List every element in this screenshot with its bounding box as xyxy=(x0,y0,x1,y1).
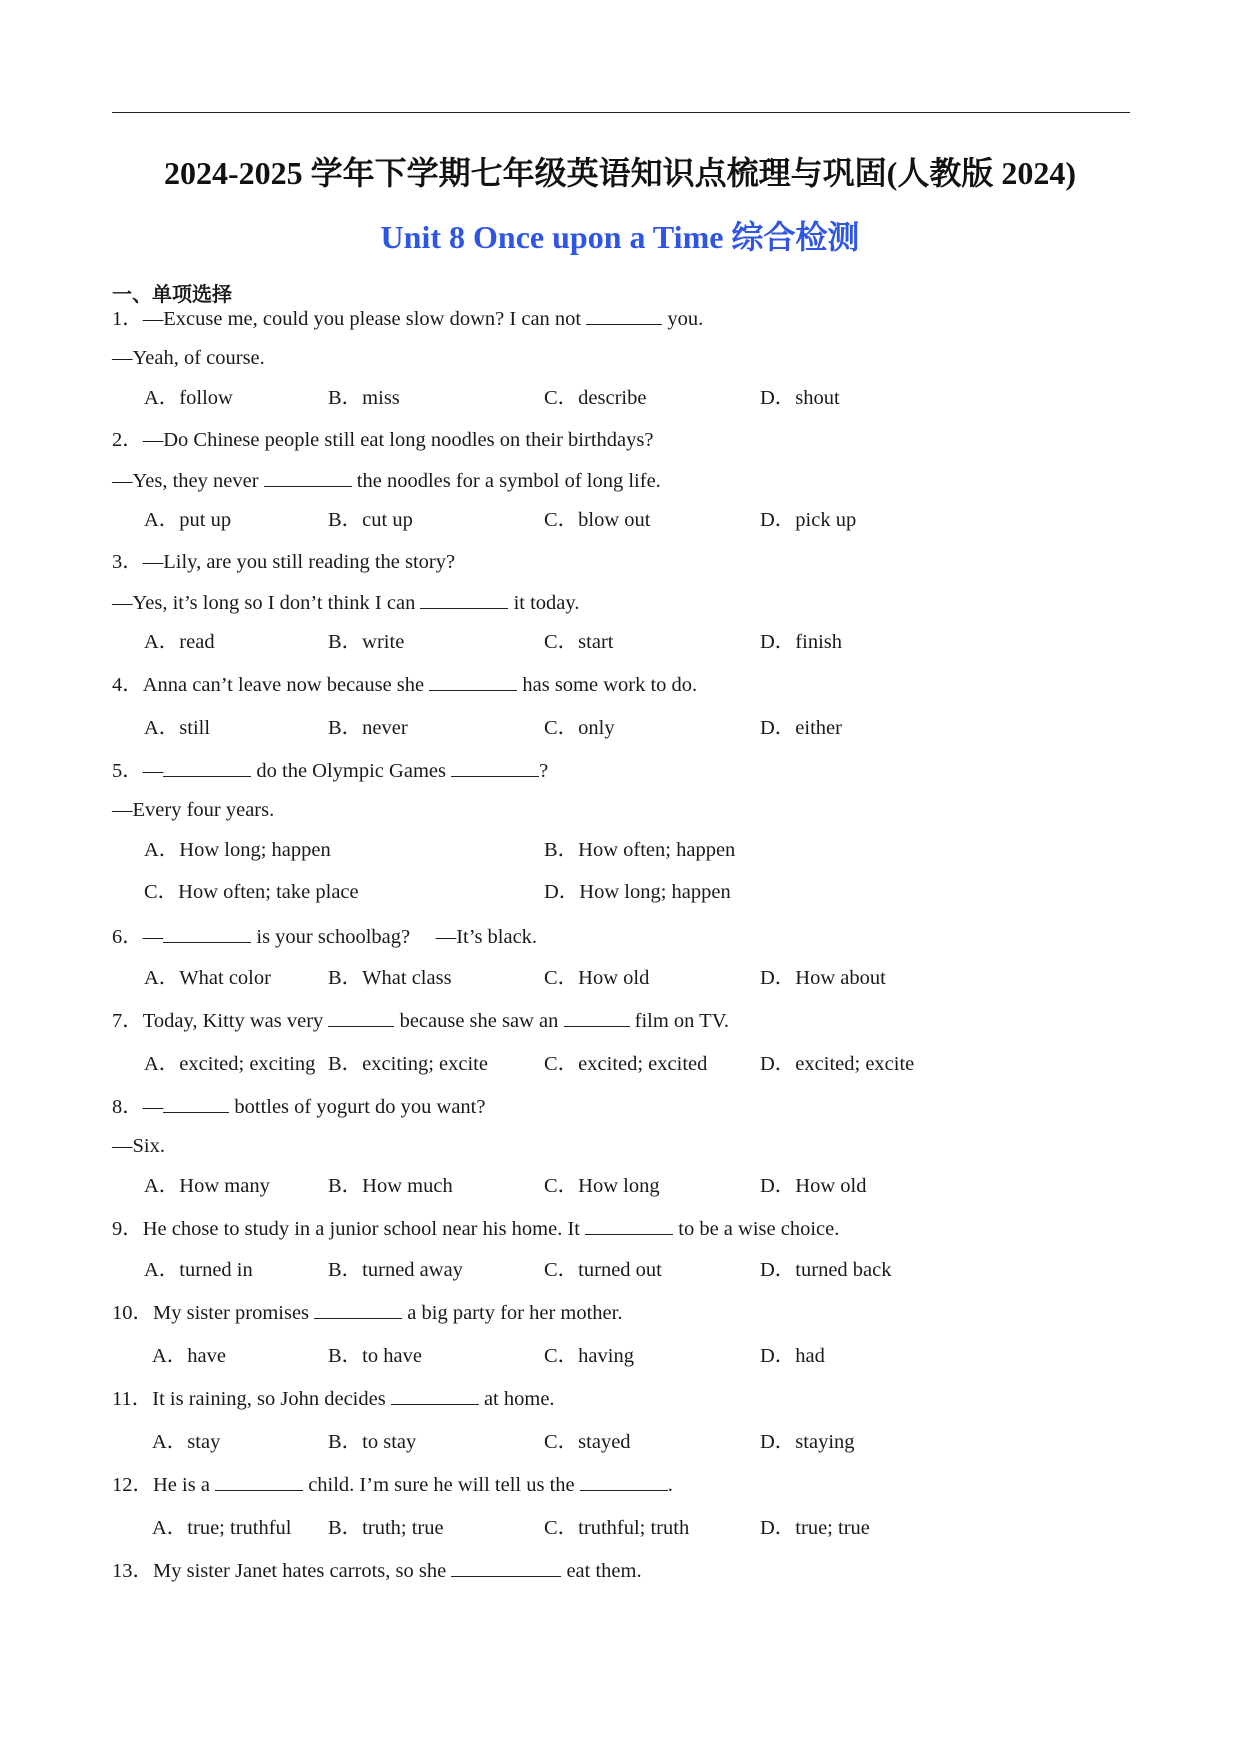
question-1 xyxy=(112,304,703,333)
question-10 xyxy=(112,1298,622,1327)
option-b[interactable]: B．exciting; excite xyxy=(328,1053,488,1075)
option-c[interactable]: C．How old xyxy=(544,967,650,989)
answer-blank[interactable] xyxy=(580,1470,668,1491)
question-number: 8． xyxy=(112,1096,143,1118)
question-text: He is a xyxy=(153,1474,216,1496)
question-text: has some work to do. xyxy=(517,674,698,696)
option-b[interactable]: B．to stay xyxy=(328,1431,417,1453)
option-a[interactable]: A．How long; happen xyxy=(144,839,331,861)
option-d[interactable]: D．How old xyxy=(760,1175,867,1197)
answer-blank[interactable] xyxy=(328,1006,394,1027)
option-a[interactable]: A．What color xyxy=(144,967,271,989)
section-heading: 一、单项选择 xyxy=(112,284,232,306)
question-7 xyxy=(112,1006,729,1035)
question-text: He chose to study in a junior school near his home. It xyxy=(142,1218,586,1240)
option-b[interactable]: B．turned away xyxy=(328,1259,463,1281)
answer-blank[interactable] xyxy=(163,1092,229,1113)
question-number: 11． xyxy=(112,1388,153,1410)
option-c[interactable]: C．having xyxy=(544,1345,634,1367)
option-b[interactable]: B．cut up xyxy=(328,509,413,531)
answer-blank[interactable] xyxy=(314,1298,402,1319)
question-number: 1． xyxy=(112,308,143,330)
question-text: My sister Janet hates carrots, so she xyxy=(153,1560,452,1582)
option-d[interactable]: D．pick up xyxy=(760,509,857,531)
dialogue-reply xyxy=(112,466,661,495)
answer-blank[interactable] xyxy=(564,1006,630,1027)
question-text: child. I’m sure he will tell us the xyxy=(303,1474,580,1496)
dialogue-reply: —Yeah, of course. xyxy=(112,347,265,369)
question-number: 3． xyxy=(112,551,143,573)
question-number: 13． xyxy=(112,1560,153,1582)
question-text: film on TV. xyxy=(629,1010,729,1032)
option-c[interactable]: C．stayed xyxy=(544,1431,631,1453)
option-d[interactable]: D．How about xyxy=(760,967,886,989)
question-9 xyxy=(112,1214,839,1243)
question-text: —Excuse me, could you please slow down? I can not xyxy=(142,308,587,330)
reply-text: —Yes, it’s long so I don’t think I can xyxy=(112,592,421,614)
answer-blank[interactable] xyxy=(451,756,539,777)
option-c[interactable]: C．How long xyxy=(544,1175,660,1197)
option-c[interactable]: C．start xyxy=(544,631,614,653)
question-number: 5． xyxy=(112,760,143,782)
page-subtitle: Unit 8 Once upon a Time 综合检测 xyxy=(380,219,860,255)
question-number: 10． xyxy=(112,1302,153,1324)
option-c[interactable]: C．How often; take place xyxy=(144,881,359,903)
option-c[interactable]: C．describe xyxy=(544,387,647,409)
option-a[interactable]: A．stay xyxy=(152,1431,221,1453)
question-text: you. xyxy=(662,308,704,330)
dialogue-reply: —Six. xyxy=(112,1135,165,1157)
option-b[interactable]: B．How much xyxy=(328,1175,453,1197)
option-b[interactable]: B．How often; happen xyxy=(544,839,736,861)
option-a[interactable]: A．have xyxy=(152,1345,227,1367)
option-d[interactable]: D．true; true xyxy=(760,1517,870,1539)
option-d[interactable]: D．turned back xyxy=(760,1259,892,1281)
question-text: a big party for her mother. xyxy=(402,1302,623,1324)
option-a[interactable]: A．follow xyxy=(144,387,233,409)
answer-blank[interactable] xyxy=(420,588,508,609)
option-a[interactable]: A．put up xyxy=(144,509,232,531)
option-c[interactable]: C．only xyxy=(544,717,615,739)
option-b[interactable]: B．never xyxy=(328,717,408,739)
reply-text: it today. xyxy=(508,592,580,614)
option-d[interactable]: D．finish xyxy=(760,631,842,653)
option-a[interactable]: A．How many xyxy=(144,1175,270,1197)
option-a[interactable]: A．true; truthful xyxy=(152,1517,292,1539)
question-6 xyxy=(112,922,537,951)
question-2 xyxy=(112,426,653,454)
question-text: at home. xyxy=(478,1388,555,1410)
option-a[interactable]: A．excited; exciting xyxy=(144,1053,316,1075)
question-number: 9． xyxy=(112,1218,143,1240)
option-d[interactable]: D．How long; happen xyxy=(544,881,731,903)
answer-blank[interactable] xyxy=(163,922,251,943)
question-text: ? xyxy=(539,760,549,782)
question-4 xyxy=(112,670,697,699)
option-b[interactable]: B．truth; true xyxy=(328,1517,444,1539)
page-title: 2024-2025 学年下学期七年级英语知识点梳理与巩固(人教版 2024) xyxy=(164,155,1076,191)
reply-text: —Yes, they never xyxy=(112,470,264,492)
header-rule xyxy=(112,112,1130,113)
question-8 xyxy=(112,1092,485,1121)
option-d[interactable]: D．excited; excite xyxy=(760,1053,915,1075)
question-3 xyxy=(112,548,455,576)
answer-blank[interactable] xyxy=(391,1384,479,1405)
option-b[interactable]: B．What class xyxy=(328,967,452,989)
answer-blank[interactable] xyxy=(451,1556,561,1577)
answer-blank[interactable] xyxy=(585,1214,673,1235)
question-text: It is raining, so John decides xyxy=(152,1388,391,1410)
question-text: Anna can’t leave now because she xyxy=(142,674,430,696)
question-text: —Do Chinese people still eat long noodles on their birthdays? xyxy=(142,429,654,451)
option-c[interactable]: C．turned out xyxy=(544,1259,662,1281)
question-text: . xyxy=(667,1474,673,1496)
question-text: do the Olympic Games xyxy=(251,760,452,782)
question-text: — xyxy=(142,1096,164,1118)
answer-blank[interactable] xyxy=(586,304,662,325)
question-text: is your schoolbag? —It’s black. xyxy=(251,926,538,948)
option-d[interactable]: D．had xyxy=(760,1345,825,1367)
question-12 xyxy=(112,1470,673,1499)
question-number: 2． xyxy=(112,429,143,451)
option-d[interactable]: D．shout xyxy=(760,387,840,409)
answer-blank[interactable] xyxy=(163,756,251,777)
question-number: 4． xyxy=(112,674,143,696)
option-b[interactable]: B．write xyxy=(328,631,405,653)
question-number: 12． xyxy=(112,1474,153,1496)
question-text: My sister promises xyxy=(153,1302,315,1324)
question-11 xyxy=(112,1384,555,1413)
option-a[interactable]: A．still xyxy=(144,717,211,739)
question-text: Today, Kitty was very xyxy=(142,1010,329,1032)
option-b[interactable]: B．to have xyxy=(328,1345,422,1367)
question-text: —Lily, are you still reading the story? xyxy=(142,551,456,573)
question-5 xyxy=(112,756,548,785)
option-a[interactable]: A．read xyxy=(144,631,215,653)
answer-blank[interactable] xyxy=(264,466,352,487)
option-a[interactable]: A．turned in xyxy=(144,1259,253,1281)
answer-blank[interactable] xyxy=(215,1470,303,1491)
question-text: — xyxy=(142,926,164,948)
question-text: to be a wise choice. xyxy=(673,1218,840,1240)
option-d[interactable]: D．staying xyxy=(760,1431,855,1453)
question-text: bottles of yogurt do you want? xyxy=(229,1096,486,1118)
option-c[interactable]: C．excited; excited xyxy=(544,1053,708,1075)
question-number: 6． xyxy=(112,926,143,948)
option-c[interactable]: C．blow out xyxy=(544,509,651,531)
answer-blank[interactable] xyxy=(429,670,517,691)
option-c[interactable]: C．truthful; truth xyxy=(544,1517,690,1539)
option-b[interactable]: B．miss xyxy=(328,387,400,409)
reply-text: the noodles for a symbol of long life. xyxy=(351,470,661,492)
question-13 xyxy=(112,1556,642,1585)
dialogue-reply xyxy=(112,588,579,617)
question-number: 7． xyxy=(112,1010,143,1032)
question-text: — xyxy=(142,760,164,782)
option-d[interactable]: D．either xyxy=(760,717,842,739)
question-text: eat them. xyxy=(561,1560,642,1582)
dialogue-reply: —Every four years. xyxy=(112,799,275,821)
question-text: because she saw an xyxy=(394,1010,564,1032)
